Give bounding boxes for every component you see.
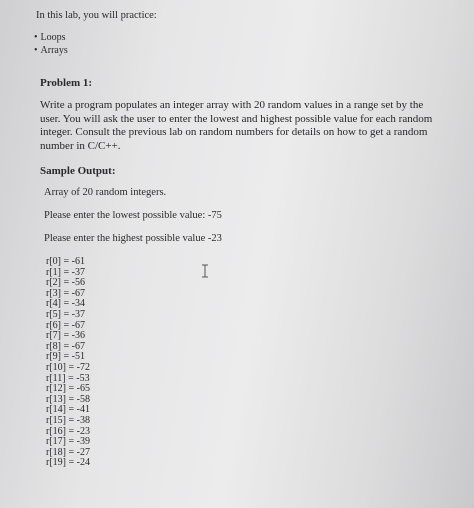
array-value: r[16] = -23	[46, 425, 90, 437]
text-cursor-icon	[201, 264, 209, 278]
array-value: r[2] = -56	[46, 277, 85, 289]
array-value: r[12] = -65	[46, 383, 90, 395]
sample-output-line: Please enter the lowest possible value: -75	[44, 210, 222, 221]
topic-item: • Arrays	[34, 44, 68, 57]
topic-item: • Loops	[34, 31, 68, 44]
sample-output-line: Array of 20 random integers.	[44, 187, 167, 198]
array-output-list	[46, 257, 90, 469]
array-value: r[9] = -51	[46, 351, 85, 363]
array-value: r[5] = -37	[46, 308, 85, 320]
array-value: r[11] = -53	[46, 372, 90, 384]
array-value: r[19] = -24	[46, 457, 90, 469]
array-value: r[10] = -72	[46, 361, 90, 373]
sample-output-line: Please enter the highest possible value -23	[44, 233, 222, 244]
sample-output-title: Sample Output:	[40, 165, 116, 177]
intro-text: In this lab, you will practice:	[36, 10, 157, 21]
array-value: r[0] = -61	[46, 256, 85, 267]
problem-description: Write a program populates an integer array with 20 random values in a range set by the user. You will ask the user to enter the lowest and highest possible value for each random integer. Consult the previous lab on random numbers for details on how to get a random number in C/C++.	[40, 99, 433, 152]
array-value: r[8] = -67	[46, 340, 85, 352]
array-value: r[4] = -34	[46, 298, 85, 310]
topic-list	[34, 31, 68, 57]
problem-title: Problem 1:	[40, 77, 93, 89]
array-value: r[6] = -67	[46, 319, 85, 331]
array-value: r[14] = -41	[46, 404, 90, 416]
array-value: r[3] = -67	[46, 287, 85, 299]
array-value: r[13] = -58	[46, 393, 90, 405]
array-value: r[1] = -37	[46, 266, 85, 278]
array-value: r[15] = -38	[46, 414, 90, 426]
array-value: r[18] = -27	[46, 446, 90, 458]
array-value: r[7] = -36	[46, 330, 85, 342]
array-value: r[17] = -39	[46, 436, 90, 448]
